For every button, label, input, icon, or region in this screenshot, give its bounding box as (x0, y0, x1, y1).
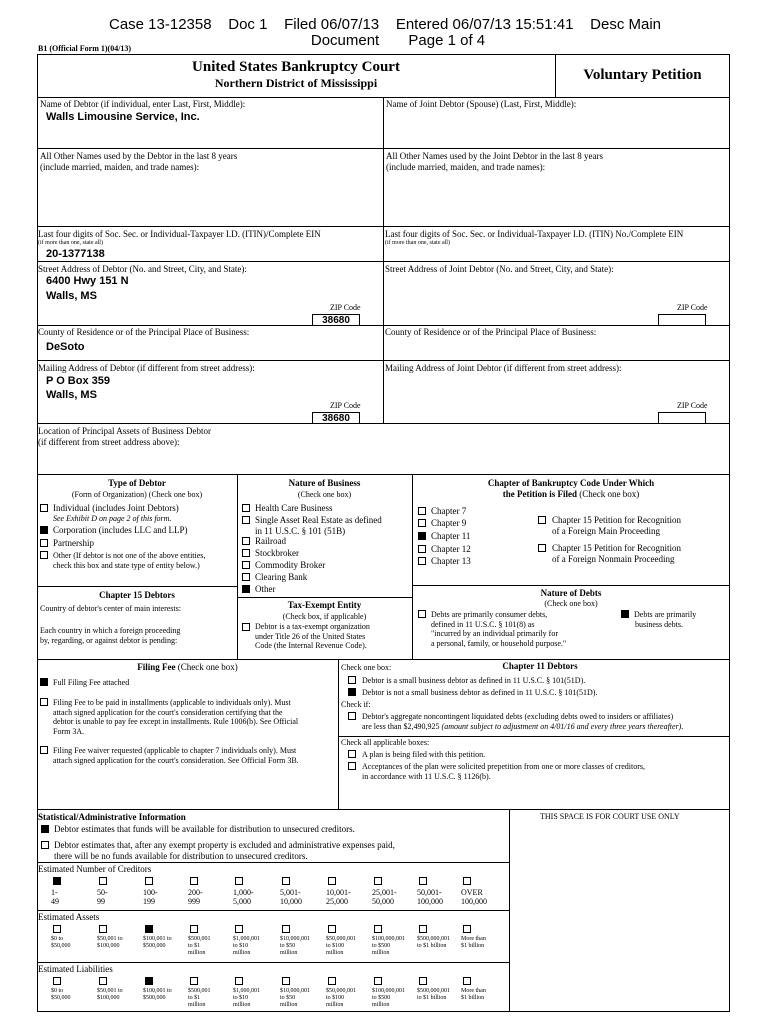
chapter15-title: Chapter 15 Debtors (99, 590, 175, 600)
fee-waiver-checkbox[interactable] (40, 746, 48, 754)
assets-checkbox-0[interactable] (53, 925, 61, 933)
assets-checkbox-1[interactable] (99, 925, 107, 933)
acceptances-checkbox[interactable] (348, 762, 356, 770)
aggregate-debts-label: Debtor's aggregate noncontingent liquidated debts (excluding debts owed to insiders or affiliates) are less than $2,490,925 (amount subject to adjustment on 4/01/16 and every three years thereafter). (362, 712, 684, 731)
joint-county-label: County of Residence or of the Principal Place of Business: (385, 327, 597, 337)
creditors-checkbox-2[interactable] (145, 877, 153, 885)
debtor-mail-zip: 38680 (322, 413, 350, 424)
joint-other-names-label: All Other Names used by the Joint Debtor in the last 8 years (include married, maiden, and trade names): (386, 151, 603, 172)
chapter-13-checkbox[interactable] (418, 557, 426, 565)
debtor-name[interactable]: Walls Limousine Service, Inc. (46, 111, 200, 123)
full-fee-label: Full Filing Fee attached (53, 678, 130, 687)
stockbroker-label: Stockbroker (255, 548, 299, 558)
liabilities-checkbox-1[interactable] (99, 977, 107, 985)
creditors-checkbox-3[interactable] (190, 877, 198, 885)
stockbroker-checkbox[interactable] (242, 549, 250, 557)
joint-ssn-label: Last four digits of Soc. Sec. or Individual-Taxpayer I.D. (ITIN) No./Complete EIN (385, 229, 684, 239)
individual-label: Individual (includes Joint Debtors) (53, 503, 179, 513)
business-debts-label: Debts are primarily business debts. (634, 610, 697, 629)
creditors-checkbox-6[interactable] (328, 877, 336, 885)
assets-checkbox-9[interactable] (463, 925, 471, 933)
ch11-check-if: Check if: (341, 700, 371, 709)
assets-range-label-1: $50,001 to $100,000 (97, 936, 123, 949)
corporation-label: Corporation (includes LLC and LLP) (53, 525, 188, 535)
assets-range-label-5: $10,000,001 to $50 million (280, 936, 310, 956)
small-business-label: Debtor is a small business debtor as defined in 11 U.S.C. § 101(51D). (362, 676, 586, 685)
railroad-label: Railroad (255, 536, 286, 546)
other-business-label: Other (255, 584, 276, 594)
creditors-checkbox-7[interactable] (374, 877, 382, 885)
assets-range-label-7: $100,000,001 to $500 million (372, 936, 405, 956)
assets-checkbox-7[interactable] (374, 925, 382, 933)
liabilities-label: Estimated Liabilities (38, 964, 113, 974)
liabilities-checkbox-0[interactable] (53, 977, 61, 985)
chapter-15-main-checkbox[interactable] (538, 516, 546, 524)
creditors-label: Estimated Number of Creditors (38, 864, 152, 874)
creditors-checkbox-1[interactable] (99, 877, 107, 885)
chapter15-each: Each country in which a foreign proceeding by, regarding, or against debtor is pending: (40, 626, 181, 645)
petition-type: Voluntary Petition (583, 67, 702, 83)
debtor-mail-label: Mailing Address of Debtor (if different from street address): (38, 363, 255, 373)
chapter-9-checkbox[interactable] (418, 519, 426, 527)
creditors-range-label-4: 1,000- 5,000 (233, 888, 254, 906)
debtor-mail-zip-label: ZIP Code (330, 401, 361, 410)
partnership-label: Partnership (53, 538, 94, 548)
debtor-street-1[interactable]: 6400 Hwy 151 N (46, 275, 129, 287)
joint-mail-zip-label: ZIP Code (677, 401, 708, 410)
liabilities-checkbox-4[interactable] (235, 977, 243, 985)
tax-exempt-title: Tax-Exempt Entity (287, 600, 362, 610)
type-of-debtor-title: Type of Debtor (108, 478, 166, 488)
debtor-zip: 38680 (322, 315, 350, 326)
creditors-checkbox-9[interactable] (463, 877, 471, 885)
assets-range-label-3: $500,001 to $1 million (188, 936, 211, 956)
creditors-range-label-5: 5,001- 10,000 (280, 888, 302, 906)
not-small-business-label: Debtor is not a small business debtor as defined in 11 U.S.C. § 101(51D). (362, 688, 598, 697)
creditors-checkbox-8[interactable] (419, 877, 427, 885)
consumer-debts-checkbox[interactable] (418, 610, 426, 618)
ch11-title: Chapter 11 Debtors (502, 661, 578, 671)
full-fee-checkbox[interactable] (40, 678, 48, 686)
liabilities-range-label-5: $10,000,001 to $50 million (280, 988, 310, 1008)
chapter-11-checkbox[interactable] (418, 532, 426, 540)
funds-available-checkbox[interactable] (41, 825, 49, 833)
debtor-mail-2[interactable]: Walls, MS (46, 389, 97, 401)
liabilities-options (37, 976, 509, 1010)
liabilities-checkbox-2[interactable] (145, 977, 153, 985)
liabilities-checkbox-5[interactable] (282, 977, 290, 985)
debtor-street-2[interactable]: Walls, MS (46, 290, 97, 302)
liabilities-range-label-3: $500,001 to $1 million (188, 988, 211, 1008)
ch11-check-one: Check one box: (341, 663, 392, 672)
individual-note: See Exhibit D on page 2 of this form. (53, 514, 172, 523)
ecf-line-1: Case 13-12358 Doc 1 Filed 06/07/13 Entered 06/07/13 15:51:41 Desc Main (108, 16, 661, 33)
health-care-checkbox[interactable] (242, 504, 250, 512)
creditors-options (37, 876, 509, 910)
fee-waiver-label: Filing Fee waiver requested (applicable to chapter 7 individuals only). Must attach signed application for the court's consideration. See Official Form 3B. (53, 746, 299, 765)
tax-exempt-text: Debtor is a tax-exempt organization under Title 26 of the United States Code (the Internal Revenue Code). (255, 622, 370, 650)
liabilities-range-label-7: $100,000,001 to $500 million (372, 988, 405, 1008)
joint-street-label: Street Address of Joint Debtor (No. and Street, City, and State): (385, 264, 614, 274)
chapter-12-label: Chapter 12 (431, 544, 471, 554)
assets-label: Estimated Assets (38, 912, 100, 922)
liabilities-range-label-4: $1,000,001 to $10 million (233, 988, 260, 1008)
individual-checkbox[interactable] (40, 504, 48, 512)
assets-range-label-9: More than $1 billion (461, 936, 486, 949)
other-business-checkbox[interactable] (242, 585, 250, 593)
debtor-zip-label: ZIP Code (330, 303, 361, 312)
debtor-ein[interactable]: 20-1377138 (46, 248, 105, 260)
ecf-line-2: Document Page 1 of 4 (310, 32, 486, 49)
assets-options (37, 924, 509, 962)
chapter-15-nonmain-label: Chapter 15 Petition for Recognition of a Foreign Nonmain Proceeding (552, 543, 681, 564)
clearing-bank-label: Clearing Bank (255, 572, 308, 582)
commodity-broker-checkbox[interactable] (242, 561, 250, 569)
debtor-ssn-note: (if more than one, state all) (38, 240, 103, 246)
liabilities-range-label-6: $50,000,001 to $100 million (326, 988, 356, 1008)
liabilities-checkbox-3[interactable] (190, 977, 198, 985)
other-entity-checkbox[interactable] (40, 551, 48, 559)
creditors-range-label-7: 25,001- 50,000 (372, 888, 397, 906)
debtor-name-label: Name of Debtor (if individual, enter Last, First, Middle): (40, 99, 246, 109)
debtor-county[interactable]: DeSoto (46, 341, 85, 353)
chapter-15-main-label: Chapter 15 Petition for Recognition of a Foreign Main Proceeding (552, 515, 681, 536)
assets-range-label-0: $0 to $50,000 (51, 936, 71, 949)
debtor-street-label: Street Address of Debtor (No. and Street, City, and State): (38, 264, 247, 274)
railroad-checkbox[interactable] (242, 537, 250, 545)
chapter-7-label: Chapter 7 (431, 506, 467, 516)
single-asset-label: Single Asset Real Estate as defined in 11 U.S.C. § 101 (51B) (255, 515, 382, 536)
installments-checkbox[interactable] (40, 698, 48, 706)
ch11-check-all: Check all applicable boxes: (341, 738, 430, 747)
clearing-bank-checkbox[interactable] (242, 573, 250, 581)
chapter-11-label: Chapter 11 (431, 531, 471, 541)
debtor-ssn-label: Last four digits of Soc. Sec. or Individual-Taxpayer I.D. (ITIN)/Complete EIN (38, 229, 321, 239)
chapter-13-label: Chapter 13 (431, 556, 471, 566)
debtor-county-label: County of Residence or of the Principal Place of Business: (38, 327, 250, 337)
business-debts-checkbox[interactable] (621, 610, 629, 618)
chapter-title-2: the Petition is Filed (Check one box) (502, 489, 640, 499)
form-id: B1 (Official Form 1)(04/13) (38, 44, 132, 53)
stats-title: Statistical/Administrative Information (38, 812, 186, 822)
joint-ssn-note: (if more than one, state all) (385, 240, 450, 246)
partnership-checkbox[interactable] (40, 539, 48, 547)
debtor-mail-1[interactable]: P O Box 359 (46, 375, 110, 387)
not-small-business-checkbox[interactable] (348, 688, 356, 696)
type-of-debtor-subtitle: (Form of Organization) (Check one box) (71, 490, 203, 499)
joint-zip-label: ZIP Code (677, 303, 708, 312)
acceptances-label: Acceptances of the plan were solicited prepetition from one or more classes of creditors, in accordance with 11 U.S.C. § 1126(b). (362, 762, 646, 781)
creditors-range-label-6: 10,001- 25,000 (326, 888, 351, 906)
joint-mail-label: Mailing Address of Joint Debtor (if different from street address): (385, 363, 622, 373)
location-label: Location of Principal Assets of Business Debtor (if different from street address above): (38, 426, 211, 447)
creditors-checkbox-4[interactable] (235, 877, 243, 885)
creditors-checkbox-5[interactable] (282, 877, 290, 885)
assets-range-label-4: $1,000,001 to $10 million (233, 936, 260, 956)
liabilities-range-label-9: More than $1 billion (461, 988, 486, 1001)
nature-debts-subtitle: (Check one box) (544, 599, 598, 608)
assets-checkbox-6[interactable] (328, 925, 336, 933)
creditors-range-label-1: 50- 99 (97, 888, 108, 906)
creditors-checkbox-0[interactable] (53, 877, 61, 885)
health-care-label: Health Care Business (255, 503, 333, 513)
court-district: Northern District of Mississippi (214, 76, 378, 90)
commodity-broker-label: Commodity Broker (255, 560, 326, 570)
assets-checkbox-2[interactable] (145, 925, 153, 933)
court-use-only: THIS SPACE IS FOR COURT USE ONLY (540, 812, 680, 821)
liabilities-range-label-2: $100,001 to $500,000 (143, 988, 172, 1001)
chapter-title-1: Chapter of Bankruptcy Code Under Which (487, 478, 655, 488)
chapter-15-nonmain-checkbox[interactable] (538, 544, 546, 552)
no-funds-checkbox[interactable] (41, 841, 49, 849)
chapter-12-checkbox[interactable] (418, 545, 426, 553)
corporation-checkbox[interactable] (40, 526, 48, 534)
single-asset-checkbox[interactable] (242, 516, 250, 524)
aggregate-debts-checkbox[interactable] (348, 712, 356, 720)
court-name: United States Bankruptcy Court (192, 59, 400, 75)
nature-business-subtitle: (Check one box) (297, 490, 352, 499)
assets-range-label-8: $500,000,001 to $1 billion (417, 936, 450, 949)
assets-checkbox-4[interactable] (235, 925, 243, 933)
plan-filed-checkbox[interactable] (348, 750, 356, 758)
tax-exempt-checkbox[interactable] (242, 623, 250, 631)
liabilities-checkbox-6[interactable] (328, 977, 336, 985)
consumer-debts-label: Debts are primarily consumer debts, defined in 11 U.S.C. § 101(8) as "incurred by an individual primarily for a personal, family, or household purpose." (431, 610, 567, 648)
liabilities-checkbox-9[interactable] (463, 977, 471, 985)
creditors-range-label-8: 50,001- 100,000 (417, 888, 443, 906)
other-entity-label: Other (If debtor is not one of the above entities, check this box and state type of entity below.) (53, 551, 206, 570)
nature-business-title: Nature of Business (288, 478, 361, 488)
chapter15-country: Country of debtor's center of main interests: (40, 604, 181, 613)
creditors-range-label-9: OVER 100,000 (461, 888, 487, 906)
small-business-checkbox[interactable] (348, 676, 356, 684)
liabilities-range-label-1: $50,001 to $100,000 (97, 988, 123, 1001)
assets-checkbox-3[interactable] (190, 925, 198, 933)
filing-fee-title: Filing Fee (Check one box) (137, 662, 238, 672)
nature-debts-title: Nature of Debts (540, 588, 602, 598)
debtor-other-names-label: All Other Names used by the Debtor in the last 8 years (include married, maiden, and trade names): (40, 151, 238, 172)
joint-name-label: Name of Joint Debtor (Spouse) (Last, First, Middle): (386, 99, 577, 109)
liabilities-range-label-8: $500,000,001 to $1 billion (417, 988, 450, 1001)
plan-filed-label: A plan is being filed with this petition. (362, 750, 486, 759)
liabilities-checkbox-8[interactable] (419, 977, 427, 985)
assets-checkbox-8[interactable] (419, 925, 427, 933)
liabilities-range-label-0: $0 to $50,000 (51, 988, 71, 1001)
assets-range-label-6: $50,000,001 to $100 million (326, 936, 356, 956)
liabilities-checkbox-7[interactable] (374, 977, 382, 985)
assets-checkbox-5[interactable] (282, 925, 290, 933)
chapter-7-checkbox[interactable] (418, 507, 426, 515)
creditors-range-label-2: 100- 199 (143, 888, 158, 906)
installments-label: Filing Fee to be paid in installments (applicable to individuals only). Must attach signed application for the court's consideration certifying that the debtor is unable to pay fee except in installments. Rule 1006(b). See Official Form 3A. (53, 698, 299, 736)
no-funds-label: Debtor estimates that, after any exempt property is excluded and administrative expenses paid, there will be no funds available for distribution to unsecured creditors. (54, 840, 395, 861)
funds-available-label: Debtor estimates that funds will be available for distribution to unsecured creditors. (54, 824, 355, 834)
creditors-range-label-0: 1- 49 (51, 888, 59, 906)
creditors-range-label-3: 200- 999 (188, 888, 203, 906)
tax-exempt-subtitle: (Check box, if applicable) (282, 612, 367, 621)
assets-range-label-2: $100,001 to $500,000 (143, 936, 172, 949)
chapter-9-label: Chapter 9 (431, 518, 467, 528)
